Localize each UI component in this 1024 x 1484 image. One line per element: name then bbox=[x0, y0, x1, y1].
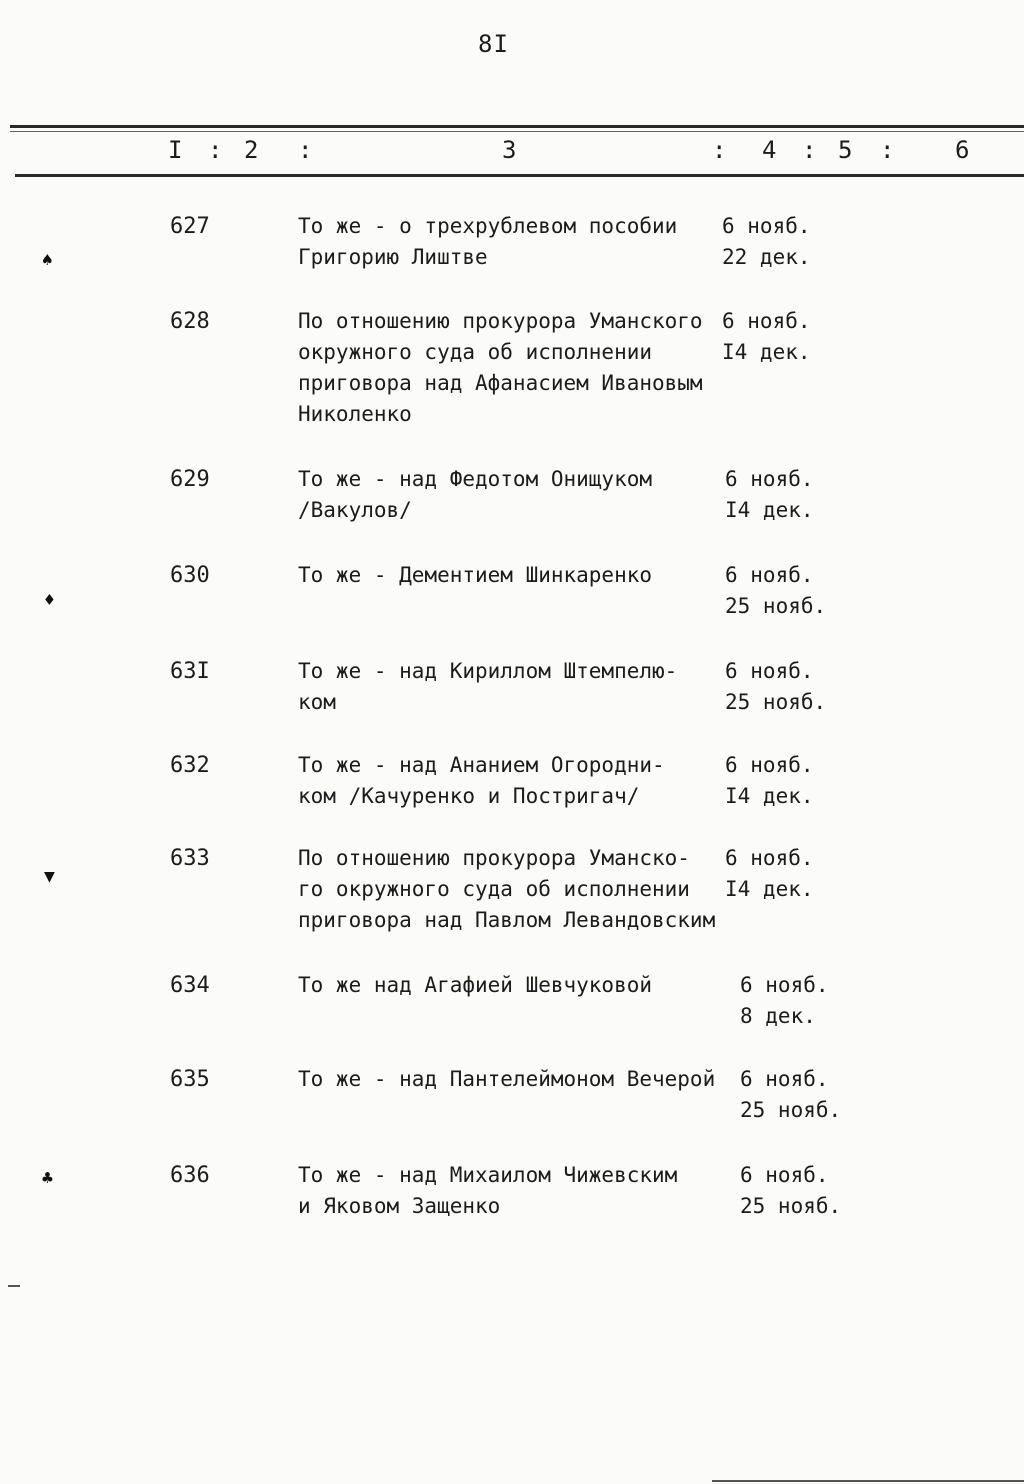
entry-description: То же - над Федотом Онищуком /Вакулов/ bbox=[298, 467, 653, 522]
entry-start-date: 6 нояб. bbox=[725, 753, 814, 777]
column-separator: : bbox=[712, 136, 727, 164]
entry-description: То же - Дементием Шинкаренко bbox=[298, 563, 653, 587]
entry-number: 63I bbox=[170, 659, 210, 684]
entry-start-date: 6 нояб. bbox=[725, 659, 814, 683]
margin-scratch bbox=[8, 1285, 20, 1287]
header-top-rule-thin bbox=[10, 131, 1024, 132]
column-header-3: 3 bbox=[502, 136, 517, 164]
entry-number: 629 bbox=[170, 467, 210, 492]
entry-dates bbox=[725, 750, 814, 812]
entry-number: 634 bbox=[170, 973, 210, 998]
entry-dates bbox=[740, 1160, 841, 1222]
entry-number: 636 bbox=[170, 1163, 210, 1188]
entry-end-date: I4 дек. bbox=[725, 498, 814, 522]
entry-start-date: 6 нояб. bbox=[725, 563, 814, 587]
binding-hole-mark-icon: ♦ bbox=[44, 590, 55, 611]
header-top-rule bbox=[10, 125, 1024, 128]
entry-end-date: I4 дек. bbox=[725, 784, 814, 808]
entry-number: 633 bbox=[170, 846, 210, 871]
entry-dates bbox=[740, 1064, 841, 1126]
column-separator: : bbox=[208, 136, 223, 164]
entry-end-date: 25 нояб. bbox=[740, 1194, 842, 1218]
entry-start-date: 6 нояб. bbox=[722, 214, 811, 238]
entry-start-date: 6 нояб. bbox=[740, 1163, 829, 1187]
entry-description: То же над Агафией Шевчуковой bbox=[298, 973, 653, 997]
entry-start-date: 6 нояб. bbox=[740, 1067, 829, 1091]
entry-description: То же - над Ананием Огородни- ком /Качуренко и Постригач/ bbox=[298, 753, 665, 808]
entry-dates bbox=[725, 464, 814, 526]
binding-hole-mark-icon: ▼ bbox=[44, 866, 55, 887]
entry-start-date: 6 нояб. bbox=[725, 846, 814, 870]
entry-number: 630 bbox=[170, 563, 210, 588]
column-header-5: 5 bbox=[838, 136, 853, 164]
entry-dates bbox=[725, 843, 814, 905]
entry-start-date: 6 нояб. bbox=[725, 467, 814, 491]
column-separator: : bbox=[802, 136, 817, 164]
entry-end-date: 25 нояб. bbox=[725, 594, 827, 618]
entry-description: По отношению прокурора Уманско- го окружного суда об исполнении приговора над Павлом Левандовским bbox=[298, 846, 716, 932]
page-number: 8I bbox=[478, 30, 509, 58]
entry-end-date: 25 нояб. bbox=[725, 690, 827, 714]
column-separator: : bbox=[880, 136, 895, 164]
binding-hole-mark-icon: ♠ bbox=[42, 250, 53, 271]
entry-end-date: 8 дек. bbox=[740, 1004, 816, 1028]
entry-dates bbox=[725, 656, 826, 718]
column-separator: : bbox=[298, 136, 313, 164]
header-bottom-rule bbox=[15, 174, 1024, 177]
entry-end-date: I4 дек. bbox=[725, 877, 814, 901]
entry-number: 635 bbox=[170, 1067, 210, 1092]
entry-start-date: 6 нояб. bbox=[722, 309, 811, 333]
column-header-1: I bbox=[168, 136, 183, 164]
entry-number: 628 bbox=[170, 309, 210, 334]
column-header-4: 4 bbox=[762, 136, 777, 164]
entry-end-date: 25 нояб. bbox=[740, 1098, 842, 1122]
entry-dates bbox=[740, 970, 829, 1032]
entry-dates bbox=[725, 560, 826, 622]
column-header-2: 2 bbox=[244, 136, 259, 164]
entry-dates bbox=[722, 306, 811, 368]
entry-description: То же - над Кириллом Штемпелю- ком bbox=[298, 659, 678, 714]
entry-description: То же - о трехрублевом пособии Григорию Лиштве bbox=[298, 214, 678, 269]
entry-number: 627 bbox=[170, 214, 210, 239]
entry-start-date: 6 нояб. bbox=[740, 973, 829, 997]
entry-end-date: I4 дек. bbox=[722, 340, 811, 364]
bottom-edge-line bbox=[712, 1480, 1024, 1482]
entry-end-date: 22 дек. bbox=[722, 245, 811, 269]
binding-hole-mark-icon: ♣ bbox=[42, 1168, 53, 1189]
entry-description: По отношению прокурора Уманского окружного суда об исполнении приговора над Афанасием Ивановым Николенко bbox=[298, 309, 703, 426]
column-header-6: 6 bbox=[955, 136, 970, 164]
entry-description: То же - над Михаилом Чижевским и Яковом Защенко bbox=[298, 1163, 678, 1218]
entry-number: 632 bbox=[170, 753, 210, 778]
entry-dates bbox=[722, 211, 811, 273]
entry-description: То же - над Пантелеймоном Вечерой bbox=[298, 1067, 716, 1091]
